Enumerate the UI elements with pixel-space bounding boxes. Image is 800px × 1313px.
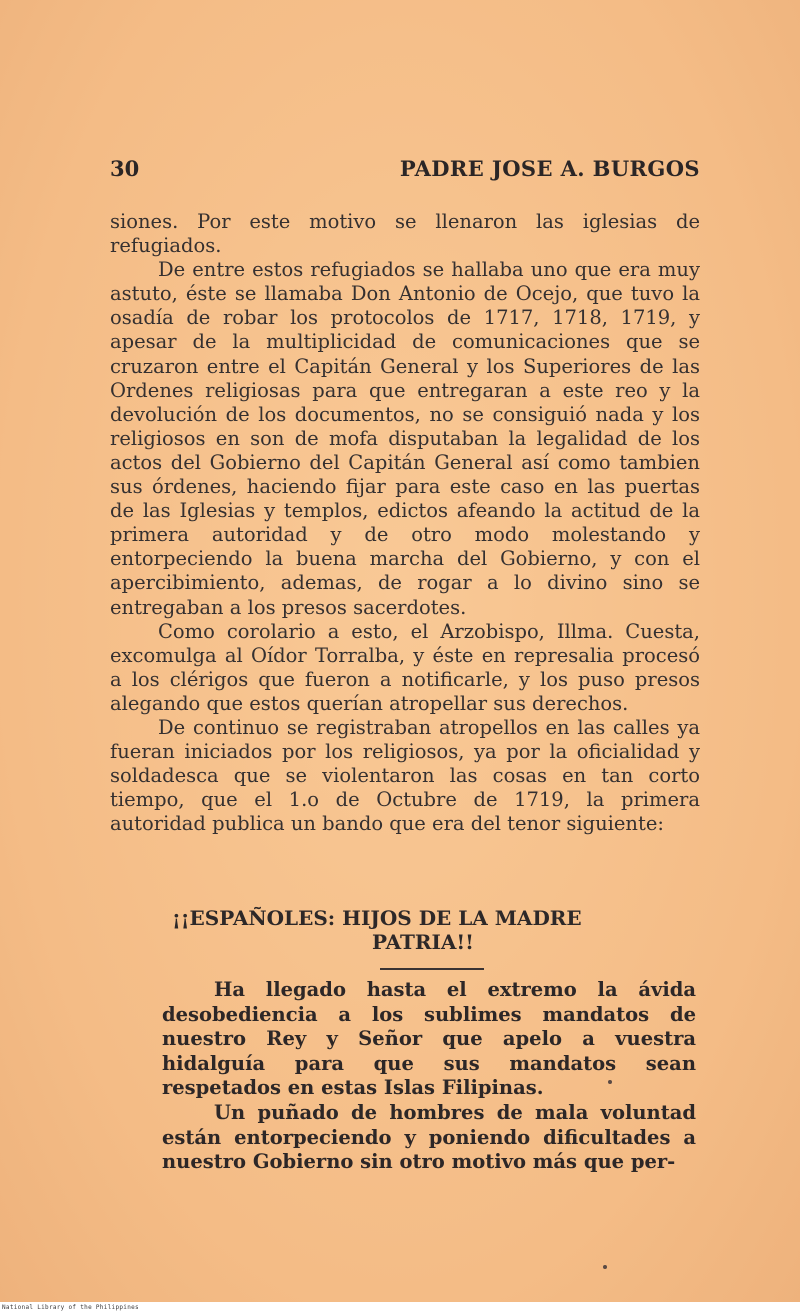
proclamation-paragraph: Un puñado de hombres de mala voluntad están entorpeciendo y poniendo dificultades a nuestro Gobierno sin otro motivo más que per- — [162, 1100, 696, 1174]
running-title: PADRE JOSE A. BURGOS — [399, 156, 700, 181]
divider-rule — [380, 968, 484, 970]
paragraph: Como corolario a esto, el Arzobispo, Illma. Cuesta, excomulga al Oídor Torralba, y éste en represalia procesó a los clérigos que fueron a notificarle, y los puso presos alegando que estos querían atropellar sus derechos. — [110, 619, 700, 715]
paper-speck — [608, 1080, 612, 1084]
body-text — [110, 210, 700, 836]
library-credit: National Library of the Philippines — [2, 1304, 139, 1311]
proclamation-paragraph: Ha llegado hasta el extremo la ávida desobediencia a los sublimes mandatos de nuestro Rey y Señor que apelo a vuestra hidalguía para que sus mandatos sean respetados en estas Islas Filipinas. — [162, 978, 696, 1100]
page-number: 30 — [110, 156, 140, 181]
proclamation-heading-line: PATRIA!! — [372, 930, 474, 954]
paragraph: De entre estos refugiados se hallaba uno que era muy astuto, éste se llamaba Don Antonio de Ocejo, que tuvo la osadía de robar los protocolos de 1717, 1718, 1719, y apesar de la multiplicidad de comunicaciones que se cruzaron entre el Capitán General y los Superiores de las Ordenes religiosas para que entregaran a este reo y la devolución de los documentos, no se consiguió nada y los religiosos en son de mofa disputaban la legalidad de los actos del Gobierno del Capitán General así como tambien sus órdenes, haciendo fijar para este caso en las puertas de las Iglesias y templos, edictos afeando la actitud de la primera autoridad y de otro modo molestando y entorpeciendo la buena marcha del Gobierno, y con el apercibimiento, ademas, de rogar a lo divino sino se entregaban a los presos sacerdotes. — [110, 258, 700, 619]
proclamation-heading — [110, 906, 700, 954]
paragraph: De continuo se registraban atropellos en las calles ya fueran iniciados por los religiosos, ya por la oficialidad y soldadesca que se violentaron las cosas en tan corto tiempo, que el 1.o de Octubre de 1719, la primera autoridad publica un bando que era del tenor siguiente: — [110, 715, 700, 836]
proclamation-heading-line: ¡¡ESPAÑOLES: HIJOS DE LA MADRE — [172, 906, 582, 930]
paper-speck — [603, 1265, 607, 1269]
proclamation-text — [162, 978, 696, 1175]
paragraph: siones. Por este motivo se llenaron las iglesias de refugiados. — [110, 210, 700, 258]
page-header — [110, 156, 700, 186]
